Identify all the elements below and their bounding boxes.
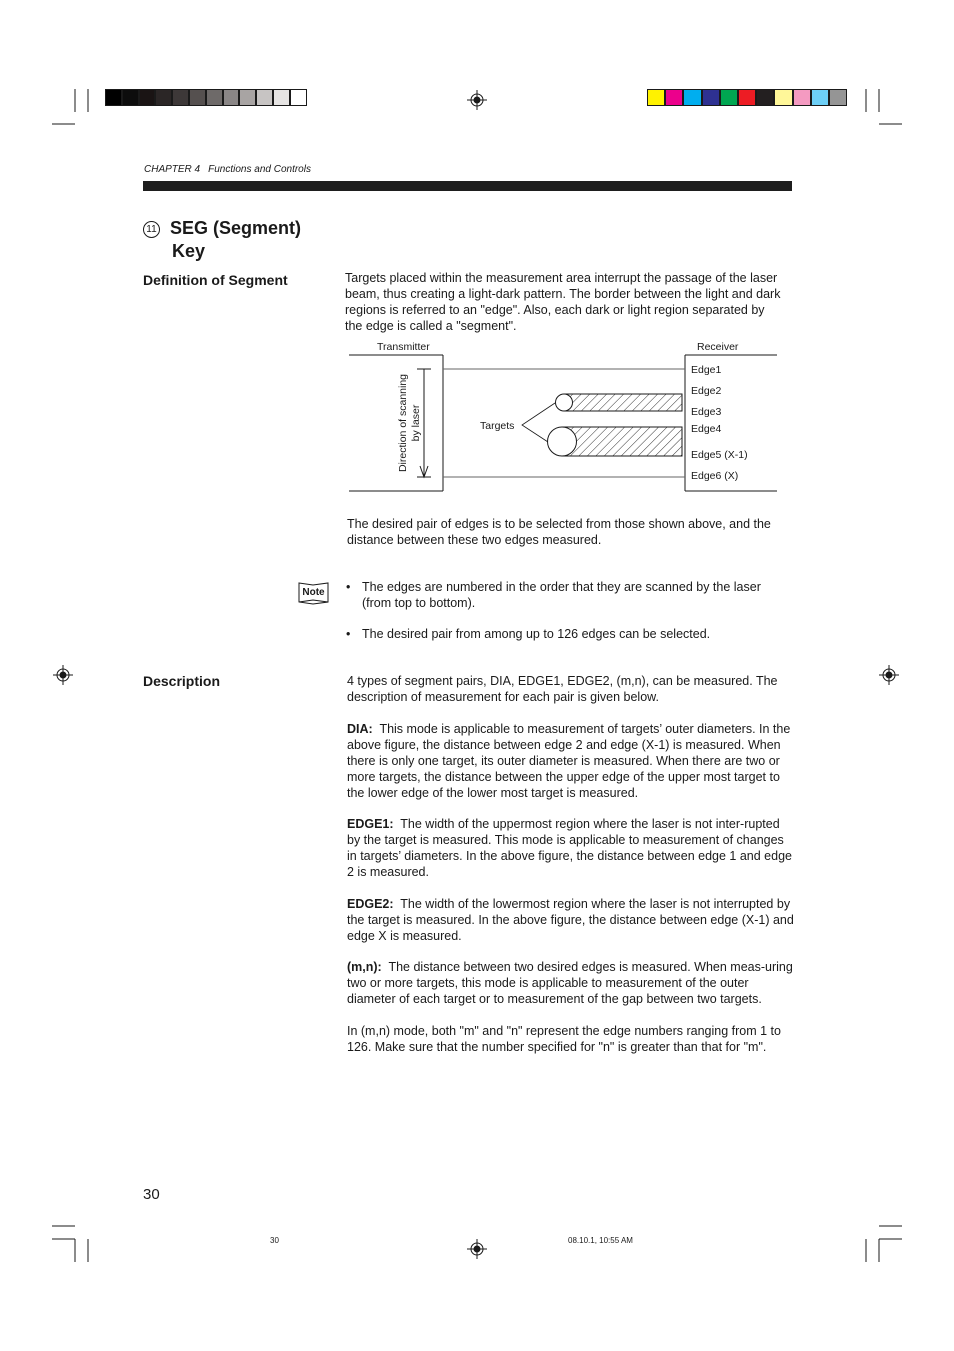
note-item-2: • The desired pair from among up to 126 edges can be selected. bbox=[346, 626, 786, 642]
mode-mn-text: The distance between two desired edges is measured. When meas-uring two or more targets, this mode is applicable to measurement of the outer diameter of each target or to measurement of the gap between two targets. bbox=[347, 960, 793, 1006]
chapter-label: CHAPTER 4 bbox=[144, 164, 201, 175]
gray-swatch bbox=[172, 89, 189, 106]
description-closing: In (m,n) mode, both "m" and "n" represent the edge numbers ranging from 1 to 126. Make sure that the number specified for "n" is greater than that for "m". bbox=[347, 1023, 781, 1054]
note-icon-label: Note bbox=[302, 587, 325, 598]
footer-right: 08.10.1, 10:55 AM bbox=[568, 1236, 633, 1245]
scan-direction-line2: by laser bbox=[410, 404, 422, 442]
segment-diagram bbox=[340, 338, 785, 498]
gray-swatch bbox=[105, 89, 122, 106]
description-intro: 4 types of segment pairs, DIA, EDGE1, EDGE2, (m,n), can be measured. The description of measurement for each pair is given below. bbox=[347, 674, 778, 704]
mode-mn bbox=[347, 959, 794, 1007]
registration-target-left bbox=[53, 665, 73, 685]
color-swatch bbox=[793, 89, 811, 106]
color-swatch bbox=[774, 89, 792, 106]
gray-swatch bbox=[223, 89, 240, 106]
target2-shadow bbox=[562, 427, 682, 456]
definition-heading: Definition of Segment bbox=[143, 272, 288, 288]
edge-label-3: Edge3 bbox=[691, 406, 722, 418]
note-icon bbox=[297, 580, 330, 610]
gray-swatch bbox=[239, 89, 256, 106]
mode-dia bbox=[347, 721, 794, 801]
note-list bbox=[346, 579, 786, 657]
edge-label-6: Edge6 (X) bbox=[691, 470, 739, 482]
header-rule bbox=[143, 181, 792, 191]
title-line1: SEG (Segment) bbox=[170, 218, 302, 238]
transmitter-label: Transmitter bbox=[377, 341, 430, 353]
gray-swatch bbox=[206, 89, 223, 106]
note-item-1: • The edges are numbered in the order that they are scanned by the laser (from top to bottom). bbox=[346, 579, 786, 611]
mode-edge1 bbox=[347, 816, 794, 880]
registration-target-right bbox=[879, 665, 899, 685]
targets-label: Targets bbox=[480, 420, 515, 432]
scan-direction-line1: Direction of scanning bbox=[397, 373, 409, 473]
gray-swatch bbox=[189, 89, 206, 106]
target1-shadow bbox=[564, 394, 682, 411]
color-swatch bbox=[738, 89, 756, 106]
color-swatch bbox=[720, 89, 738, 106]
edge-label-2: Edge2 bbox=[691, 385, 722, 397]
section-number-badge: 11 bbox=[143, 221, 160, 238]
color-swatch bbox=[702, 89, 720, 106]
edge-label-4: Edge4 bbox=[691, 423, 722, 435]
target2 bbox=[548, 427, 577, 456]
description-body bbox=[347, 673, 794, 1070]
chapter-header bbox=[144, 164, 311, 175]
target1 bbox=[556, 394, 573, 411]
color-swatch bbox=[683, 89, 701, 106]
color-swatch bbox=[647, 89, 665, 106]
mode-edge2-label: EDGE2: bbox=[347, 896, 394, 911]
color-swatch bbox=[665, 89, 683, 106]
gray-swatch bbox=[155, 89, 172, 106]
mode-dia-text: This mode is applicable to measurement of targets’ outer diameters. In the above figure, the distance between edge 2 and edge (X-1) is measured. When there is only one target, its outer diameter is measured. When there are two or more targets, the distance between the upper edge of the upper most target to the lower edge of the lower most target is measured. bbox=[347, 721, 791, 800]
mode-dia-label: DIA: bbox=[347, 721, 373, 736]
registration-target-bottom bbox=[467, 1239, 487, 1259]
registration-target-top bbox=[467, 90, 487, 110]
section-label: Functions and Controls bbox=[208, 164, 311, 175]
gray-swatch bbox=[139, 89, 156, 106]
mode-edge1-text: The width of the uppermost region where the laser is not inter-rupted by the target is measured. This mode is applicable to measurement of changes in targets’ diameters. In the above figure, the distance between edge 1 and edge 2 is measured. bbox=[347, 817, 792, 879]
mode-edge2-text: The width of the lowermost region where the laser is not interrupted by the target is measured. In the above figure, the distance between edge (X-1) and edge X is measured. bbox=[347, 896, 794, 943]
color-swatch bbox=[829, 89, 847, 106]
edge-label-1: Edge1 bbox=[691, 364, 722, 376]
selection-text: The desired pair of edges is to be selected from those shown above, and the distance between these two edges measured. bbox=[347, 517, 771, 547]
footer-left: 30 bbox=[270, 1236, 279, 1245]
mode-edge1-label: EDGE1: bbox=[347, 817, 394, 831]
receiver-label: Receiver bbox=[697, 341, 739, 353]
gray-swatch bbox=[273, 89, 290, 106]
edge-label-5: Edge5 (X-1) bbox=[691, 449, 748, 461]
color-swatch bbox=[811, 89, 829, 106]
definition-text: Targets placed within the measurement area interrupt the passage of the laser beam, thus creating a light-dark pattern. The border between the light and dark regions is referred to an "edge". Also, each dark or light region separated by the edge is called a "segment". bbox=[345, 271, 781, 333]
page-number: 30 bbox=[143, 1186, 160, 1203]
gray-swatch bbox=[256, 89, 273, 106]
mode-edge2 bbox=[347, 896, 794, 944]
mode-mn-label: (m,n): bbox=[347, 960, 382, 974]
color-swatch bbox=[756, 89, 774, 106]
gray-swatch bbox=[122, 89, 139, 106]
title-line2: Key bbox=[172, 241, 206, 261]
description-heading: Description bbox=[143, 673, 221, 689]
gray-swatch bbox=[290, 89, 307, 106]
section-title bbox=[143, 217, 343, 263]
